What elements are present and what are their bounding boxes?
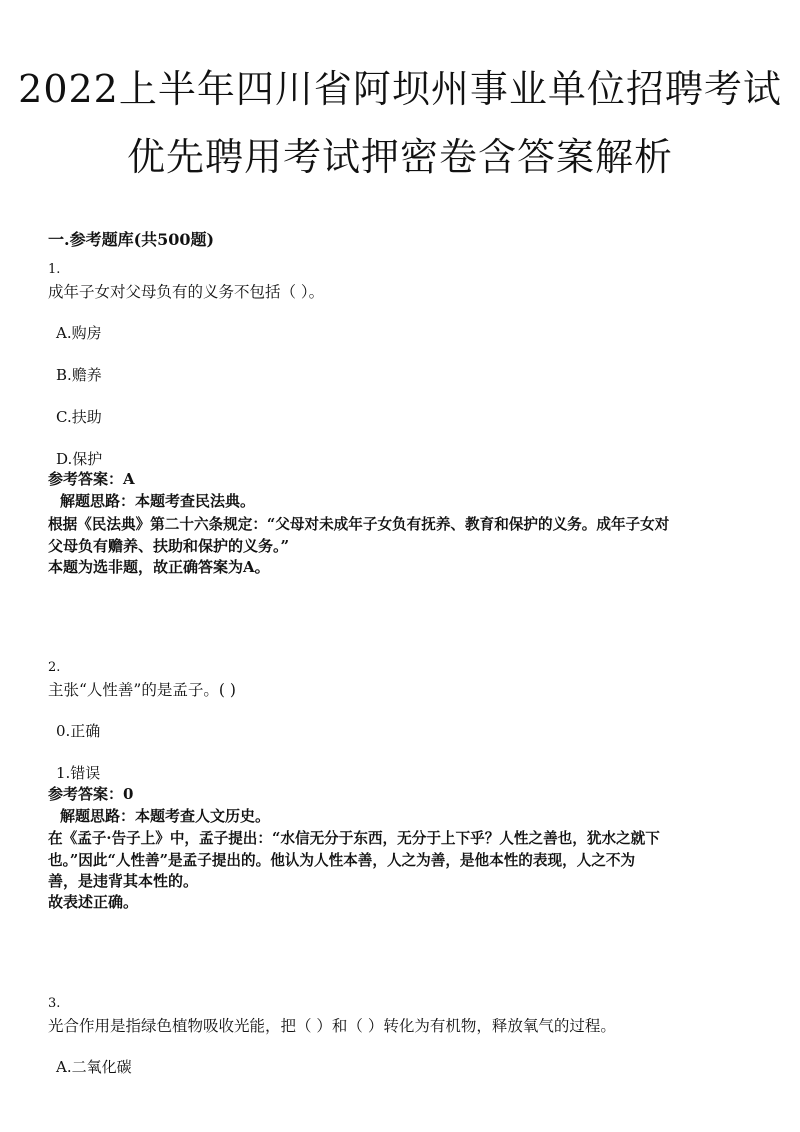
question-2-explanation-2: 也。”因此“人性善”是孟子提出的。他认为人性本善，人之为善，是他本性的表现，人之不为 — [48, 852, 636, 869]
section-heading: 一.参考题库(共500题) — [48, 230, 215, 249]
question-1-option-d: D.保护 — [56, 450, 103, 468]
question-2-text: 主张“人性善”的是孟子。( ) — [48, 681, 236, 699]
question-3-number: 3. — [48, 996, 61, 1011]
question-2-explanation-4: 故表述正确。 — [48, 893, 139, 911]
question-2-idea: 解题思路：本题考查人文历史。 — [60, 807, 271, 825]
document-title-line2: 优先聘用考试押密卷含答案解析 — [126, 135, 673, 179]
question-2-number: 2. — [48, 660, 61, 675]
question-1-option-a: A.购房 — [56, 324, 102, 342]
document-title-line1: 2022上半年四川省阿坝州事业单位招聘考试 — [18, 67, 782, 111]
question-1-explanation-1: 根据《民法典》第二十六条规定：“父母对未成年子女负有抚养、教育和保护的义务。成年子女对 — [48, 516, 670, 533]
question-2-option-0: 0.正确 — [56, 722, 101, 740]
question-1-explanation-3: 本题为选非题，故正确答案为A。 — [48, 558, 270, 576]
question-2-answer: 参考答案：0 — [48, 785, 134, 803]
question-1-idea: 解题思路：本题考查民法典。 — [60, 492, 256, 510]
question-1-option-b: B.赡养 — [56, 366, 102, 384]
question-1-number: 1. — [48, 262, 61, 277]
question-1-explanation-2: 父母负有赡养、扶助和保护的义务。” — [48, 537, 290, 555]
question-2-explanation-3: 善，是违背其本性的。 — [48, 872, 199, 890]
question-3-text: 光合作用是指绿色植物吸收光能，把（ ）和（ ）转化为有机物，释放氧气的过程。 — [48, 1017, 616, 1035]
question-1-answer: 参考答案：A — [48, 470, 135, 488]
question-2-explanation-1: 在《孟子·告子上》中，孟子提出：“水信无分于东西，无分于上下乎？人性之善也，犹水之就下 — [48, 830, 660, 847]
question-1-option-c: C.扶助 — [56, 408, 102, 426]
question-1-text: 成年子女对父母负有的义务不包括（ ）。 — [48, 283, 325, 301]
question-3-option-a: A.二氧化碳 — [56, 1058, 132, 1076]
question-2-option-1: 1.错误 — [56, 764, 101, 782]
